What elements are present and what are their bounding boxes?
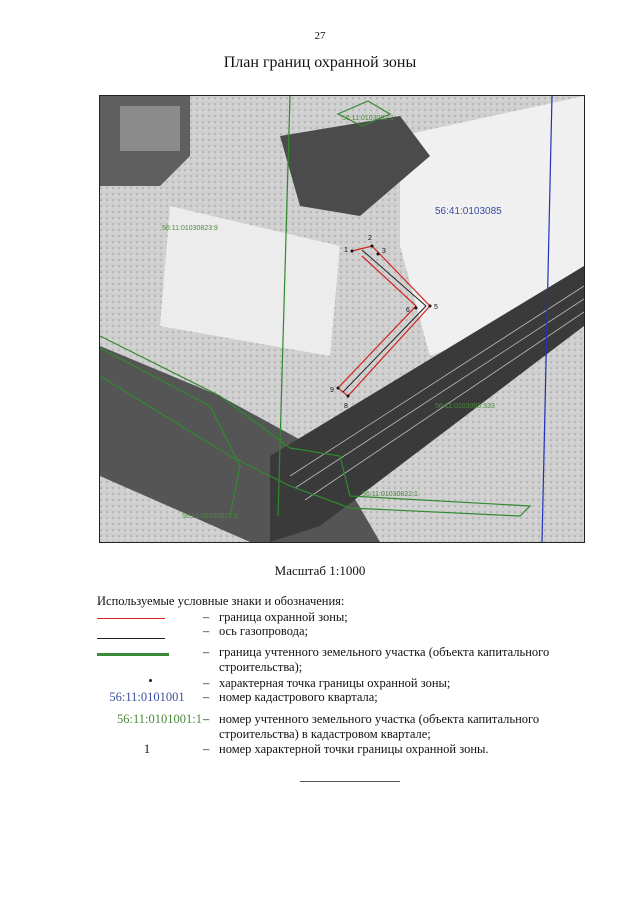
point-label: 5 — [434, 304, 438, 311]
legend-dash: – — [203, 610, 210, 624]
legend-heading: Используемые условные знаки и обозначения: — [97, 594, 345, 608]
point-label: 1 — [344, 247, 348, 254]
parcel-label: 56:11:01030823:9 — [162, 225, 218, 232]
point-label: 8 — [344, 403, 348, 410]
page-title: План границ охранной зоны — [223, 54, 417, 71]
point-label: 6 — [406, 307, 410, 314]
parcel-number-symbol: 56:11:0101001:1 — [117, 712, 202, 726]
legend-dash: – — [203, 676, 210, 690]
legend-text: граница охранной зоны; — [219, 610, 348, 624]
legend-dash: – — [203, 624, 210, 638]
legend-dash: – — [203, 742, 210, 756]
point-symbol — [97, 676, 197, 691]
point-label: 9 — [330, 387, 334, 394]
parcel-label: 56:11:0103082:1 — [342, 115, 395, 122]
legend-dash: – — [203, 645, 210, 659]
legend-text: номер кадастрового квартала; — [219, 690, 378, 704]
legend-dash: – — [203, 690, 210, 704]
legend-text: номер учтенного земельного участка (объекта капитального строительства) в кадастровом квартале; — [219, 712, 540, 741]
point-label: 3 — [382, 248, 386, 255]
quarter-label: 56:41:0103085 — [435, 206, 502, 217]
legend-text: ось газопровода; — [219, 624, 309, 638]
legend-dash: – — [203, 712, 210, 726]
legend-text: характерная точка границы охранной зоны; — [219, 676, 451, 690]
point-number-symbol: 1 — [143, 742, 151, 756]
parcel-label: 56:11:01030822:9 — [182, 513, 238, 520]
red-line-symbol — [97, 610, 197, 625]
legend-text: номер характерной точки границы охранной зоны. — [219, 742, 489, 756]
map-scale: Масштаб 1:1000 — [274, 563, 366, 578]
point-label: 2 — [368, 235, 372, 242]
quarter-number-symbol: 56:11:0101001 — [109, 690, 185, 704]
green-line-symbol — [97, 645, 197, 660]
bottom-divider — [300, 781, 400, 782]
parcel-label: 56:11:0103085:333 — [435, 403, 495, 410]
page-number: 27 — [314, 30, 326, 42]
building-roof — [120, 106, 180, 151]
map-canvas — [100, 96, 584, 542]
parcel-label: 56:11:01030822:1 — [362, 491, 418, 498]
aerial-map — [99, 95, 585, 543]
legend-text: граница учтенного земельного участка (объекта капитального строительства); — [219, 645, 550, 674]
black-line-symbol — [97, 624, 197, 639]
